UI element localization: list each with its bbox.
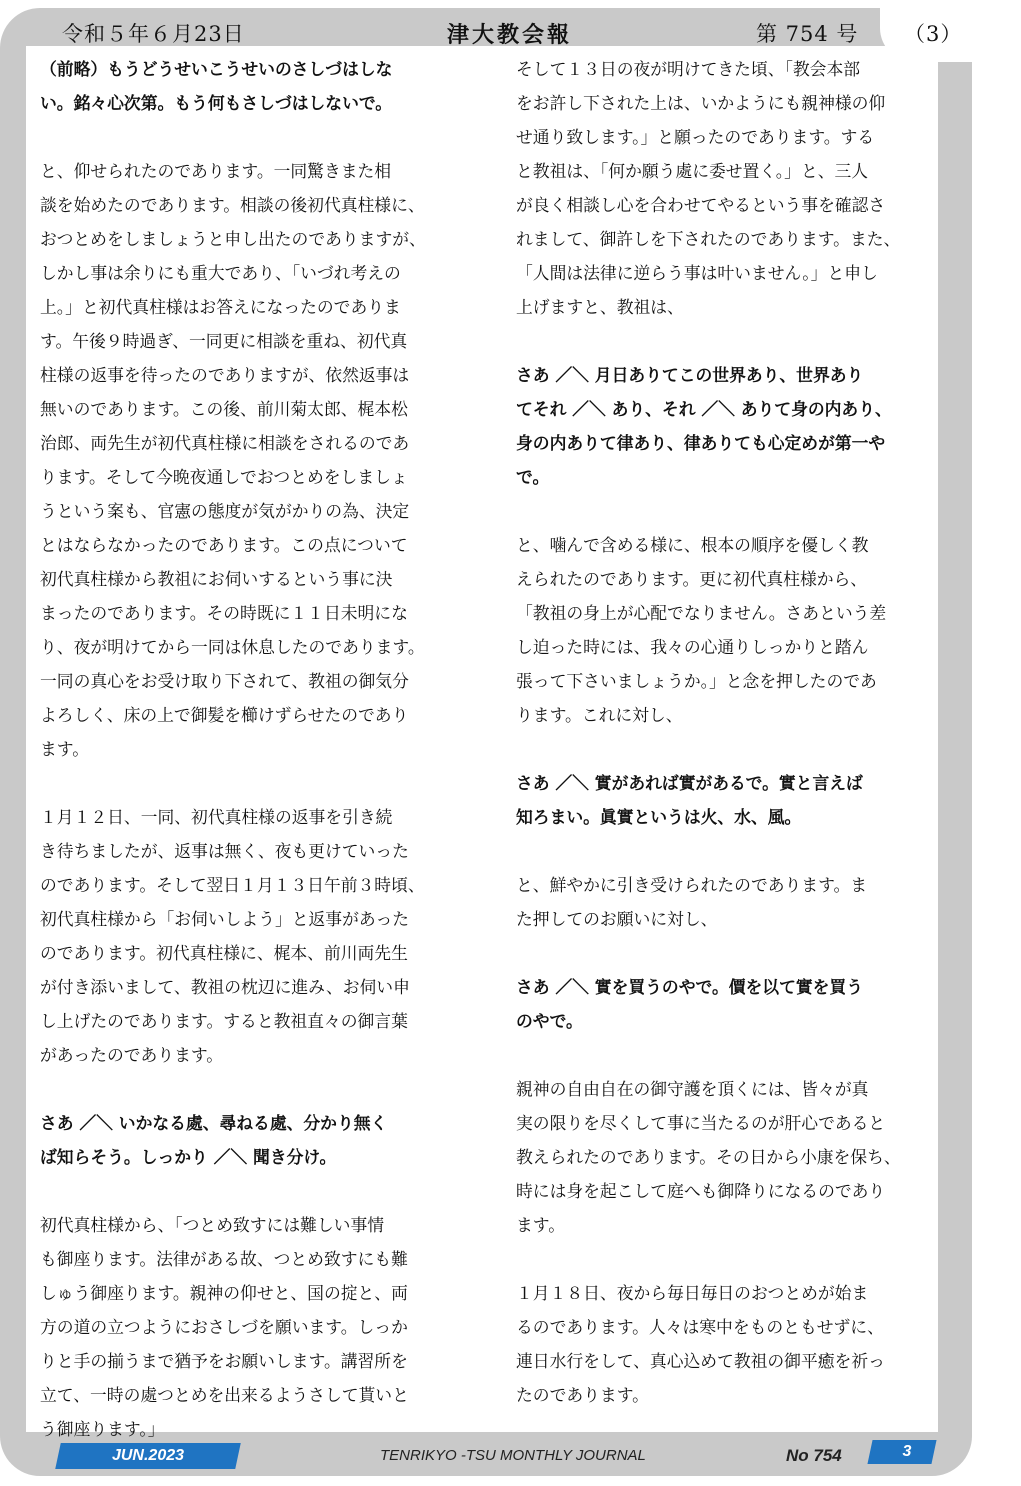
paragraph: と、仰せられたのであります。一同驚きまた相 談を始めたのであります。相談の後初代真柱様に、 おつとめをしましょうと申し出たのでありますが、 しかし事は余りにも重大であり、「いづれ考えの 上。」と初代真柱様はお答えになったのでありま す。午後９時過ぎ、一同更に相談を重ね、初代真 柱様の返事を待ったのでありますが、依然返事は 無いのであります。この後、前川菊太郎、梶本松 治郎、両先生が初代真柱様に相談をされるのであ ります。そして今晩夜通しでおつとめをしましょ うという案も、官憲の態度が気がかりの為、決定 とはならなかったのであります。この点について 初代真柱様から教祖にお伺いするという事に決 まったのであります。その時既に１１日未明にな り、夜が明けてから一同は休息したのであります。 一同の真心をお受け取り下されて、教祖の御気分 よろしく、床の上で御髪を櫛けずらせたのであり ます。 bbox=[40, 161, 426, 759]
paragraph: と、噛んで含める様に、根本の順序を優しく教 えられたのであります。更に初代真柱様から、 「教祖の身上が心配でなりません。さあという差 し迫った時には、我々の心通りしっかりと踏ん 張って下さいましょうか。」と念を押したのであ ります。これに対し、 bbox=[516, 535, 887, 725]
footer-issue-number: No 754 bbox=[786, 1446, 842, 1465]
paragraph: そして１３日の夜が明けてきた頃、「教会本部 をお許し下された上は、いかようにも親神様の仰 せ通り致します。」と願ったのであります。する と教祖は、「何か願う處に委せ置く。」と、三人 が良く相談し心を合わせてやるという事を確認さ れまして、御許しを下されたのであります。また、 「人間は法律に逆らう事は叶いません。」と申し 上げますと、教祖は、 bbox=[516, 59, 901, 317]
paragraph: １月１８日、夜から毎日毎日のおつとめが始ま るのであります。人々は寒中をものともせずに、 連日水行をして、真心込めて教祖の御平癒を祈っ たのであります。 bbox=[516, 1283, 885, 1405]
paragraph: と、鮮やかに引き受けられたのであります。ま た押してのお願いに対し、 bbox=[516, 875, 868, 929]
paragraph: さあ ／＼ いかなる處、尋ねる處、分かり無く ば知らそう。しっかり ／＼ 聞き分け。 bbox=[40, 1113, 388, 1167]
footer-date: JUN.2023 bbox=[111, 1447, 185, 1464]
footer-journal-name: TENRIKYO -TSU MONTHLY JOURNAL bbox=[380, 1447, 646, 1464]
paragraph: １月１２日、一同、初代真柱様の返事を引き続 き待ちましたが、返事は無く、夜も更けていった のであります。そして翌日１月１３日午前３時頃、 初代真柱様から「お伺いしよう」と返事があった のであります。初代真柱様に、梶本、前川両先生 が付き添いまして、教祖の枕辺に進み、お伺い申 し上げたのであります。すると教祖直々の御言葉 があったのであります。 bbox=[40, 807, 425, 1065]
paragraph: 初代真柱様から、「つとめ致すには難しい事情 も御座ります。法律がある故、つとめ致すにも難 しゅう御座ります。親神の仰せと、国の掟と、両 方の道の立つようにおさしづを願います。しっか りと手の揃うまで猶予をお願いします。講習所を 立て、一時の處つとめを出来るようさして貰いと う御座ります。」 bbox=[40, 1215, 409, 1439]
header-page-number: （3） bbox=[904, 22, 963, 46]
header-date: 令和５年６月23日 bbox=[62, 22, 245, 46]
paragraph: （前略）もうどうせいこうせいのさしづはしな い。銘々心次第。もう何もさしづはしないで。 bbox=[40, 59, 393, 113]
header-issue-number: 第 754 号 bbox=[756, 22, 859, 46]
paragraph: さあ ／＼ 月日ありてこの世界あり、世界あり てそれ ／＼ あり、それ ／＼ ありて身の内あり、 身の内ありて律あり、律ありても心定めが第一や で。 bbox=[516, 365, 892, 487]
paragraph: 親神の自由自在の御守護を頂くには、皆々が真 実の限りを尽くして事に当たるのが肝心であると 教えられたのであります。その日から小康を保ち、 時には身を起こして庭へも御降りになるのであり ます。 bbox=[516, 1079, 901, 1235]
header-title: 津大教会報 bbox=[447, 22, 573, 48]
paragraph: さあ ／＼ 實があれば實があるで。實と言えば 知ろまい。眞實というは火、水、風。 bbox=[516, 773, 863, 827]
footer-page-number: 3 bbox=[902, 1443, 912, 1460]
right-column bbox=[516, 52, 934, 1412]
paragraph: さあ ／＼ 實を買うのやで。價を以て實を買う のやで。 bbox=[516, 977, 863, 1031]
left-column bbox=[40, 52, 458, 1446]
